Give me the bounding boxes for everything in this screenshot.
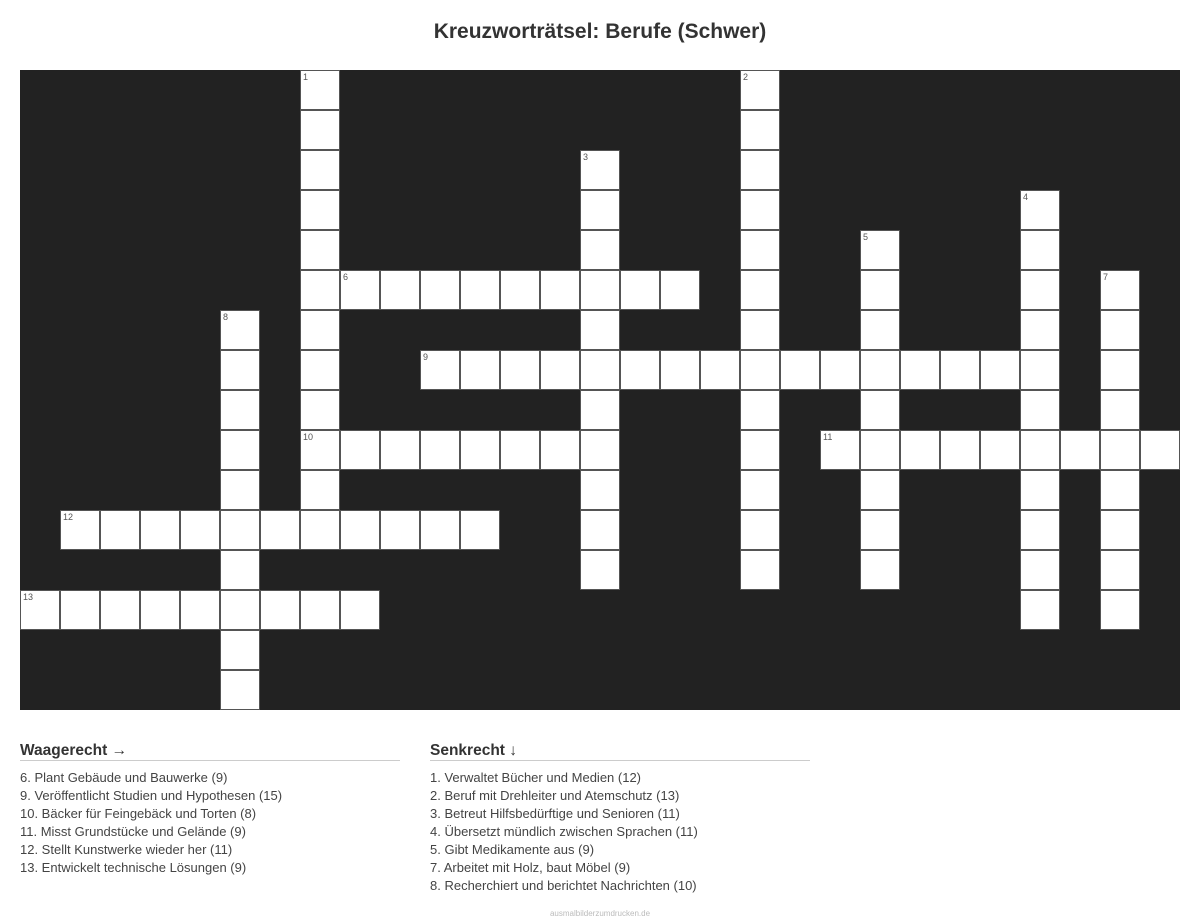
crossword-cell[interactable]	[300, 70, 340, 110]
crossword-cell[interactable]	[540, 350, 580, 390]
crossword-cell[interactable]	[1100, 590, 1140, 630]
crossword-cell[interactable]	[60, 590, 100, 630]
clue-across-6: 6. Plant Gebäude und Bauwerke (9)	[20, 770, 228, 785]
crossword-cell[interactable]	[580, 430, 620, 470]
crossword-cell[interactable]	[460, 510, 500, 550]
crossword-cell[interactable]	[1140, 430, 1180, 470]
crossword-cell[interactable]	[1020, 190, 1060, 230]
crossword-cell[interactable]	[1060, 430, 1100, 470]
crossword-cell[interactable]	[220, 390, 260, 430]
clue-number: 11	[823, 432, 833, 442]
crossword-cell[interactable]	[540, 430, 580, 470]
crossword-cell[interactable]	[540, 270, 580, 310]
down-heading: Senkrecht ↓	[430, 742, 810, 761]
crossword-cell[interactable]	[1020, 230, 1060, 270]
crossword-cell[interactable]	[820, 430, 860, 470]
footer-credit: ausmalbilderzumdrucken.de	[549, 909, 651, 918]
crossword-cell[interactable]	[300, 230, 340, 270]
clue-number: 4	[1023, 192, 1029, 202]
crossword-cell[interactable]	[220, 590, 260, 630]
clue-across-13: 13. Entwickelt technische Lösungen (9)	[20, 860, 247, 875]
crossword-cell[interactable]	[1100, 270, 1140, 310]
crossword-cell[interactable]	[580, 390, 620, 430]
clue-number: 9	[423, 352, 429, 362]
crossword-cell[interactable]	[860, 310, 900, 350]
clue-across-12: 12. Stellt Kunstwerke wieder her (11)	[20, 842, 233, 857]
crossword-cell[interactable]	[20, 590, 60, 630]
clue-number: 10	[303, 432, 314, 442]
crossword-cell[interactable]	[300, 470, 340, 510]
crossword-cell[interactable]	[620, 350, 660, 390]
crossword-cell[interactable]	[500, 350, 540, 390]
crossword-cell[interactable]	[100, 590, 140, 630]
crossword-cell[interactable]	[380, 270, 420, 310]
crossword-cell[interactable]	[1020, 350, 1060, 390]
across-heading: Waagerecht →	[20, 742, 400, 761]
crossword-cell[interactable]	[580, 270, 620, 310]
crossword-cell[interactable]	[300, 310, 340, 350]
crossword-cell[interactable]	[220, 670, 260, 710]
crossword-cell[interactable]	[340, 270, 380, 310]
crossword-cell[interactable]	[340, 510, 380, 550]
crossword-cell[interactable]	[620, 270, 660, 310]
clue-number: 1	[303, 72, 309, 82]
crossword-cell[interactable]	[980, 350, 1020, 390]
crossword-cell[interactable]	[420, 350, 460, 390]
crossword-cell[interactable]	[300, 110, 340, 150]
crossword-cell[interactable]	[580, 470, 620, 510]
clue-across-9: 9. Veröffentlicht Studien und Hypothesen (15)	[20, 788, 283, 803]
crossword-cell[interactable]	[740, 390, 780, 430]
crossword-cell[interactable]	[580, 350, 620, 390]
crossword-cell[interactable]	[300, 590, 340, 630]
crossword-cell[interactable]	[860, 470, 900, 510]
crossword-cell[interactable]	[580, 230, 620, 270]
crossword-cell[interactable]	[580, 310, 620, 350]
crossword-cell[interactable]	[1020, 470, 1060, 510]
crossword-cell[interactable]	[1100, 430, 1140, 470]
crossword-cell[interactable]	[860, 510, 900, 550]
crossword-cell[interactable]	[860, 350, 900, 390]
crossword-cell[interactable]	[260, 510, 300, 550]
crossword-cell[interactable]	[900, 430, 940, 470]
crossword-cell[interactable]	[580, 510, 620, 550]
crossword-cell[interactable]	[100, 510, 140, 550]
crossword-cell[interactable]	[1020, 270, 1060, 310]
crossword-cell[interactable]	[220, 430, 260, 470]
crossword-cell[interactable]	[420, 270, 460, 310]
crossword-cell[interactable]	[740, 550, 780, 590]
crossword-cell[interactable]	[660, 350, 700, 390]
crossword-cell[interactable]	[220, 510, 260, 550]
crossword-cell[interactable]	[740, 230, 780, 270]
crossword-cell[interactable]	[740, 470, 780, 510]
clue-down-1: 1. Verwaltet Bücher und Medien (12)	[430, 770, 642, 785]
crossword-cell[interactable]	[820, 350, 860, 390]
crossword-cell[interactable]	[300, 510, 340, 550]
clue-down-4: 4. Übersetzt mündlich zwischen Sprachen (11)	[430, 824, 698, 839]
crossword-cell[interactable]	[1020, 590, 1060, 630]
crossword-cell[interactable]	[940, 350, 980, 390]
crossword-cell[interactable]	[860, 390, 900, 430]
crossword-cell[interactable]	[860, 270, 900, 310]
crossword-cell[interactable]	[180, 590, 220, 630]
crossword-cell[interactable]	[1020, 310, 1060, 350]
crossword-cell[interactable]	[340, 590, 380, 630]
crossword-cell[interactable]	[460, 270, 500, 310]
clue-across-10: 10. Bäcker für Feingebäck und Torten (8)	[20, 806, 257, 821]
crossword-cell[interactable]	[1020, 510, 1060, 550]
crossword-cell[interactable]	[900, 350, 940, 390]
clue-number: 8	[223, 312, 229, 322]
crossword-cell[interactable]	[300, 150, 340, 190]
crossword-cell[interactable]	[260, 590, 300, 630]
crossword-cell[interactable]	[980, 430, 1020, 470]
crossword-cell[interactable]	[60, 510, 100, 550]
clue-number: 7	[1103, 272, 1109, 282]
crossword-cell[interactable]	[220, 350, 260, 390]
crossword-cell[interactable]	[740, 110, 780, 150]
crossword-cell[interactable]	[380, 510, 420, 550]
crossword-cell[interactable]	[740, 150, 780, 190]
clue-number: 12	[63, 512, 74, 522]
crossword-cell[interactable]	[460, 430, 500, 470]
crossword-cell[interactable]	[1020, 430, 1060, 470]
crossword-cell[interactable]	[180, 510, 220, 550]
clue-number: 5	[863, 232, 869, 242]
clue-down-5: 5. Gibt Medikamente aus (9)	[430, 842, 595, 857]
crossword-cell[interactable]	[700, 350, 740, 390]
crossword-cell[interactable]	[860, 230, 900, 270]
crossword-cell[interactable]	[140, 510, 180, 550]
crossword-cell[interactable]	[1100, 550, 1140, 590]
clue-down-2: 2. Beruf mit Drehleiter und Atemschutz (13)	[430, 788, 680, 803]
crossword-cell[interactable]	[580, 190, 620, 230]
crossword-cell[interactable]	[740, 270, 780, 310]
clue-number: 13	[23, 592, 34, 602]
crossword-cell[interactable]	[500, 430, 540, 470]
crossword-cell[interactable]	[860, 550, 900, 590]
crossword-cell[interactable]	[1020, 550, 1060, 590]
crossword-cell[interactable]	[300, 270, 340, 310]
crossword-cell[interactable]	[740, 510, 780, 550]
crossword-cell[interactable]	[940, 430, 980, 470]
clue-number: 3	[583, 152, 589, 162]
crossword-cell[interactable]	[740, 310, 780, 350]
clue-down-7: 7. Arbeitet mit Holz, baut Möbel (9)	[430, 860, 631, 875]
page-title: Kreuzworträtsel: Berufe (Schwer)	[433, 20, 767, 43]
crossword-cell[interactable]	[300, 390, 340, 430]
across-clues	[20, 742, 400, 877]
crossword-cell[interactable]	[340, 430, 380, 470]
clue-across-11: 11. Misst Grundstücke und Gelände (9)	[20, 824, 246, 839]
crossword-cell[interactable]	[1100, 350, 1140, 390]
crossword-cell[interactable]	[740, 430, 780, 470]
crossword-cell[interactable]	[300, 430, 340, 470]
clue-down-8: 8. Recherchiert und berichtet Nachrichten (10)	[430, 878, 697, 893]
crossword-cell[interactable]	[660, 270, 700, 310]
clue-down-3: 3. Betreut Hilfsbedürftige und Senioren (11)	[430, 806, 680, 821]
crossword-cell[interactable]	[740, 70, 780, 110]
crossword-cell[interactable]	[1100, 470, 1140, 510]
crossword-cell[interactable]	[1020, 390, 1060, 430]
crossword-cell[interactable]	[740, 190, 780, 230]
crossword-cell[interactable]	[220, 630, 260, 670]
crossword-cell[interactable]	[1100, 510, 1140, 550]
clue-number: 2	[743, 72, 749, 82]
crossword-cell[interactable]	[140, 590, 180, 630]
crossword-cell[interactable]	[860, 430, 900, 470]
crossword-cell[interactable]	[300, 190, 340, 230]
crossword-cell[interactable]	[780, 350, 820, 390]
crossword-cell[interactable]	[1100, 390, 1140, 430]
crossword-cell[interactable]	[580, 550, 620, 590]
crossword-cell[interactable]	[220, 470, 260, 510]
crossword-cell[interactable]	[420, 430, 460, 470]
crossword-cell[interactable]	[220, 310, 260, 350]
crossword-cell[interactable]	[1100, 310, 1140, 350]
crossword-grid	[20, 70, 1180, 710]
crossword-cell[interactable]	[220, 550, 260, 590]
crossword-cell[interactable]	[300, 350, 340, 390]
crossword-cell[interactable]	[580, 150, 620, 190]
crossword-cell[interactable]	[380, 430, 420, 470]
crossword-cell[interactable]	[460, 350, 500, 390]
crossword-cell[interactable]	[740, 350, 780, 390]
crossword-cell[interactable]	[500, 270, 540, 310]
down-clues	[430, 742, 810, 895]
clue-number: 6	[343, 272, 349, 282]
crossword-cell[interactable]	[420, 510, 460, 550]
